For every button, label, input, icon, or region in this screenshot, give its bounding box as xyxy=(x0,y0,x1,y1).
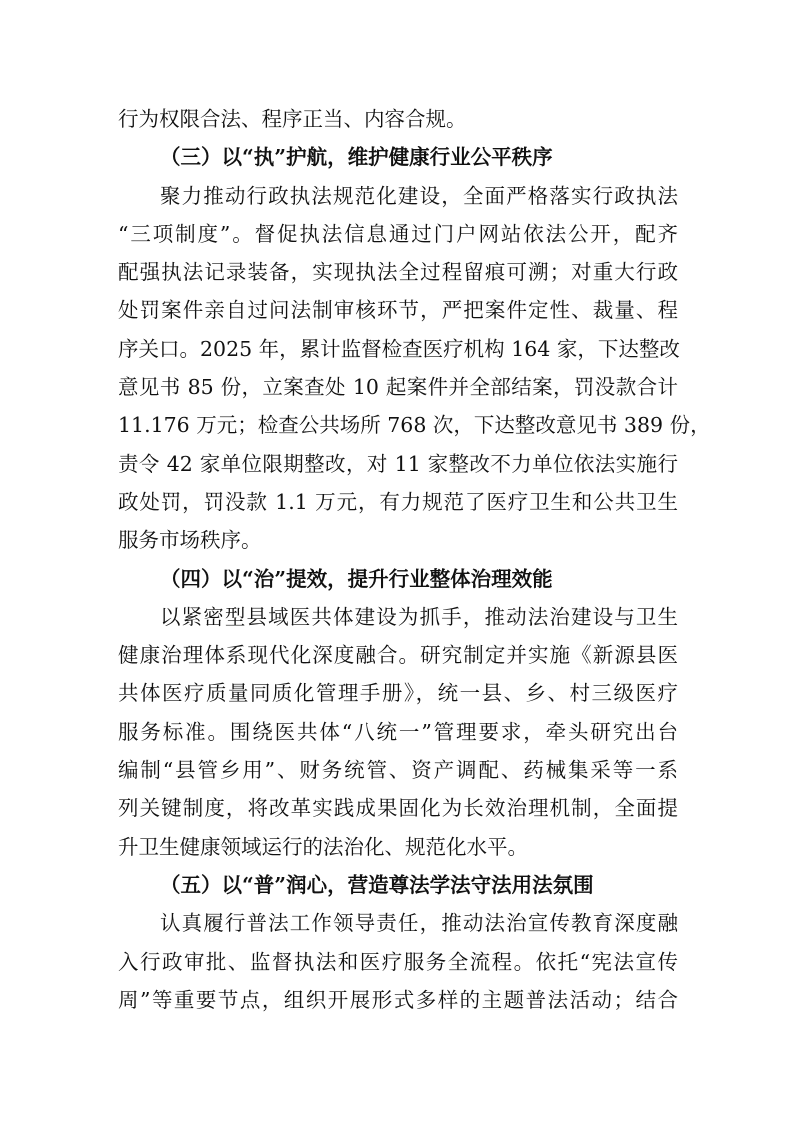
paragraph-line: 编制“县管乡用”、财务统管、资产调配、药械集采等一系 xyxy=(118,758,678,783)
paragraph-line: 以紧密型县域医共体建设为抓手，推动法治建设与卫生 xyxy=(160,604,678,629)
paragraph-line: 行为权限合法、程序正当、内容合规。 xyxy=(118,107,467,131)
paragraph-line: 责令 42 家单位限期整改，对 11 家整改不力单位依法实施行 xyxy=(118,451,678,476)
document-page xyxy=(118,100,711,1019)
paragraph-line: “三项制度”。督促执法信息通过门户网站依法公开，配齐 xyxy=(118,221,678,246)
paragraph-line: 入行政审批、监督执法和医疗服务全流程。依托“宪法宣传 xyxy=(118,949,678,974)
paragraph-line: 序关口。2025 年，累计监督检查医疗机构 164 家，下达整改 xyxy=(118,336,680,361)
section-heading-3: （三）以“执”护航，维护健康行业公平秩序 xyxy=(160,145,553,170)
paragraph-line: 升卫生健康领域运行的法治化、规范化水平。 xyxy=(118,834,528,859)
paragraph-line: 11.176 万元；检查公共场所 768 次，下达整改意见书 389 份， xyxy=(118,413,711,438)
paragraph-line: 服务市场秩序。 xyxy=(118,528,262,553)
paragraph-line: 健康治理体系现代化深度融合。研究制定并实施《新源县医 xyxy=(118,643,678,668)
section-heading-4: （四）以“治”提效，提升行业整体治理效能 xyxy=(160,566,553,591)
paragraph-line: 服务标准。围绕医共体“八统一”管理要求，牵头研究出台 xyxy=(118,719,678,744)
paragraph-line: 配强执法记录装备，实现执法全过程留痕可溯；对重大行政 xyxy=(118,260,678,285)
paragraph-line: 聚力推动行政执法规范化建设，全面严格落实行政执法 xyxy=(160,183,678,208)
paragraph-line: 政处罚，罚没款 1.1 万元，有力规范了医疗卫生和公共卫生 xyxy=(118,489,678,514)
section-heading-5: （五）以“普”润心，营造尊法学法守法用法氛围 xyxy=(160,872,594,897)
paragraph-line: 列关键制度，将改革实践成果固化为长效治理机制，全面提 xyxy=(118,796,678,821)
paragraph-line: 处罚案件亲自过问法制审核环节，严把案件定性、裁量、程 xyxy=(118,298,678,323)
paragraph-line: 共体医疗质量同质化管理手册》，统一县、乡、村三级医疗 xyxy=(118,681,678,706)
paragraph-line: 意见书 85 份，立案查处 10 起案件并全部结案，罚没款合计 xyxy=(118,375,678,400)
paragraph-line: 认真履行普法工作领导责任，推动法治宣传教育深度融 xyxy=(160,911,678,936)
paragraph-line: 周”等重要节点，组织开展形式多样的主题普法活动；结合 xyxy=(118,987,678,1012)
